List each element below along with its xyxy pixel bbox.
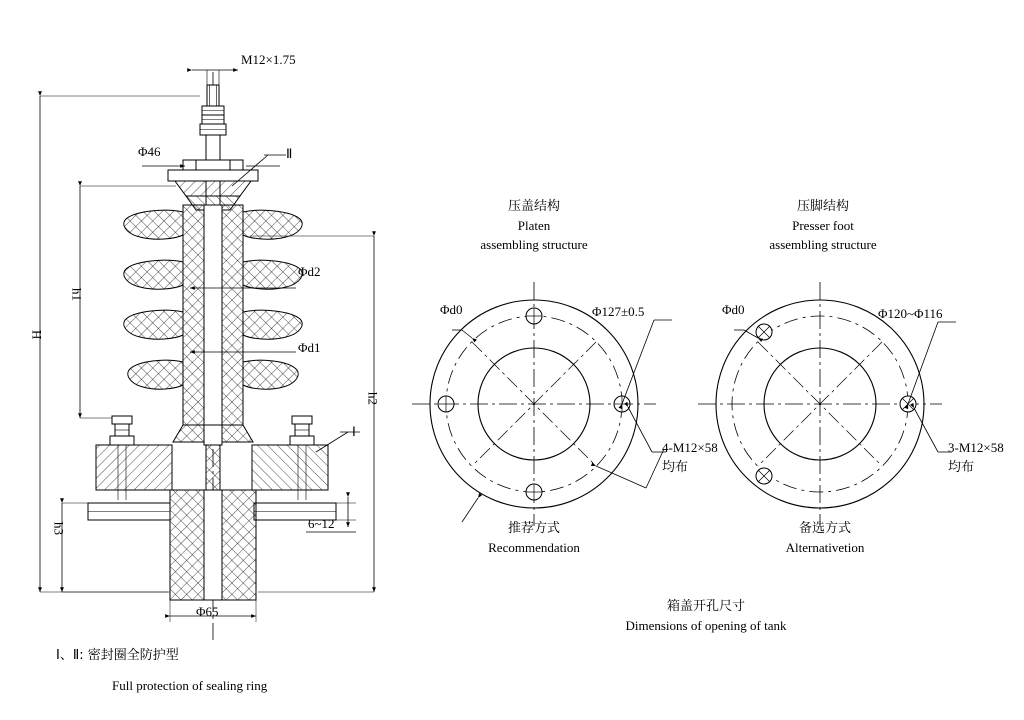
presser-footer-en: Alternativetion — [785, 539, 865, 555]
sealing-note-cn: Ⅰ、Ⅱ: 密封圈全防护型 — [56, 648, 179, 663]
gap-dimension-label: 6~12 — [308, 516, 335, 531]
presser-hole-callout-2: 均布 — [948, 460, 975, 475]
presser-footer-block — [730, 520, 920, 558]
platen-hole-callout-1: 4-M12×58 — [662, 440, 718, 455]
section-mark-I: Ⅰ — [352, 424, 356, 439]
phi-d1-label: Φd1 — [298, 340, 321, 355]
platen-title-block — [434, 198, 634, 255]
h1-dimension-label: h1 — [69, 288, 85, 301]
platen-pitch-circle-label: Φ127±0.5 — [592, 304, 645, 319]
platen-title-en-2: assembling structure — [480, 236, 588, 252]
bottom-caption-block — [556, 598, 856, 636]
h2-dimension-label: h2 — [365, 392, 381, 405]
section-mark-II: Ⅱ — [286, 146, 293, 161]
presser-title-en-1: Presser foot — [792, 217, 854, 233]
platen-hole-callout-2: 均布 — [662, 460, 689, 475]
presser-footer-cn: 备选方式 — [798, 521, 851, 536]
platen-footer-cn: 推荐方式 — [507, 521, 560, 536]
platen-phi-d0-label: Φd0 — [440, 302, 463, 317]
presser-hole-callout-1: 3-M12×58 — [948, 440, 1004, 455]
bushing-sectional-view — [40, 70, 374, 640]
platen-footer-en: Recommendation — [488, 539, 580, 555]
sealing-note-en: Full protection of sealing ring — [112, 678, 268, 693]
phi65-label: Φ65 — [196, 604, 219, 619]
platen-footer-block — [444, 520, 624, 558]
presser-title-block — [718, 198, 928, 255]
thread-dimension-label: M12×1.75 — [241, 52, 296, 67]
phi-d2-label: Φd2 — [298, 264, 321, 279]
presser-title-cn: 压脚结构 — [796, 199, 849, 214]
platen-title-en-1: Platen — [517, 217, 551, 233]
phi46-label: Φ46 — [138, 144, 161, 159]
presser-pitch-circle-label: Φ120~Φ116 — [878, 306, 943, 321]
bottom-caption-cn: 箱盖开孔尺寸 — [666, 599, 745, 614]
H-dimension-label: H — [29, 330, 45, 340]
bottom-caption-en: Dimensions of opening of tank — [625, 617, 787, 633]
platen-title-cn: 压盖结构 — [507, 199, 560, 214]
presser-title-en-2: assembling structure — [769, 236, 877, 252]
h3-dimension-label: h3 — [51, 522, 67, 535]
presser-phi-d0-label: Φd0 — [722, 302, 745, 317]
